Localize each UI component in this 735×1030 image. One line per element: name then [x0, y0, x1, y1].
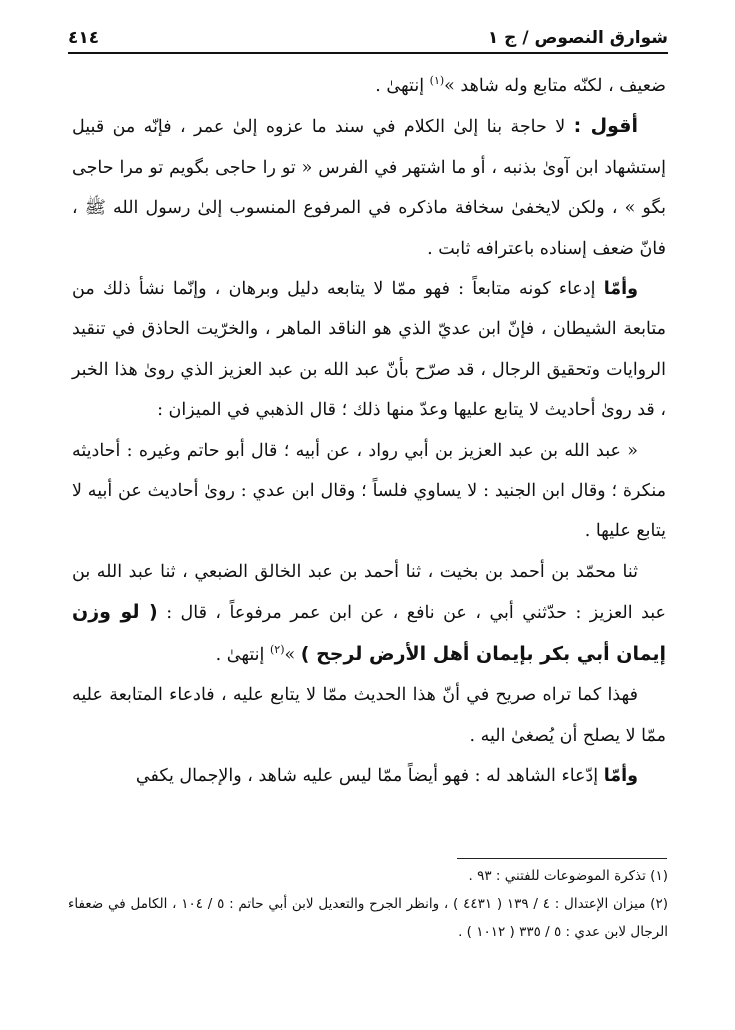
paragraph-3-text: إدعاء كونه متابعاً : فهو ممّا لا يتابعه دليل وبرهان ، وإنّما نشأ ذلك من متابعة الشيطان ، فإنّ ابن عديّ الذي هو الناقد الماهر ، والخرّيت الحاذق في تنقيد الروايات وتحقيق الرجال ، قد صرّح بأنّ عبد الله بن عبد العزيز الذي روىٰ هذا الخبر ، قد روىٰ أحاديث لا يتابع عليها وعدّ منها ذلك ؛ قال الذهبي في الميزان :	[72, 279, 666, 421]
paragraph-6	[72, 675, 666, 756]
paragraph-2-lead: أقول :	[573, 115, 638, 138]
paragraph-3-lead: وأمّا	[603, 279, 638, 300]
paragraph-7	[72, 756, 666, 796]
paragraph-5-text: ثنا محمّد بن أحمد بن بخيت ، ثنا أحمد بن عبد الخالق الضبعي ، ثنا عبد الله بن عبد العزيز : حدّثني أبي ، عن نافع ، عن ابن عمر مرفوعاً ، قال :	[72, 561, 666, 624]
header-divider	[68, 52, 668, 54]
footnote-divider	[457, 858, 667, 859]
paragraph-1-tail: إنتهىٰ .	[375, 76, 430, 96]
paragraph-1-text: ضعيف ، لكنّه متابع وله شاهد »	[444, 76, 666, 96]
paragraph-5-tail: إنتهىٰ .	[215, 644, 270, 665]
paragraph-2-text: لا حاجة بنا إلىٰ الكلام في سند ما عزوه إلىٰ عمر ، فإنّه من قبيل إستشهاد ابن آوىٰ بذنبه ، أو ما اشتهر في الفرس « تو را حاجى بگويم تو مرا حاجى بگو » ، ولكن لايخفىٰ سخافة ماذكره في المرفوع المنسوب إلىٰ رسول الله ﷺ ، فانّ ضعف إسناده باعترافه ثابت .	[72, 117, 666, 259]
paragraph-7-text: إدّعاء الشاهد له : فهو أيضاً ممّا ليس عليه شاهد ، والإجمال يكفي	[135, 765, 604, 786]
footnote-1: (١) تذكرة الموضوعات للفتني : ٩٣ .	[468, 868, 668, 884]
paragraph-5-close: »	[284, 644, 301, 665]
footnote-ref-2: (٢)	[269, 642, 285, 656]
paragraph-4-text: « عبد الله بن عبد العزيز بن أبي رواد ، عن أبيه ؛ قال أبو حاتم وغيره : أحاديثه منكرة ؛ وقال ابن الجنيد : لا يساوي فلساً ؛ وقال ابن عدي : روىٰ أحاديث عن أبيه لا يتابع عليها .	[72, 440, 666, 542]
paragraph-4-quote	[72, 431, 666, 552]
paragraph-5	[72, 552, 666, 675]
footnotes	[68, 862, 668, 946]
paragraph-3	[72, 269, 666, 431]
book-title: شوارق النصوص / ج ١	[487, 28, 668, 48]
hadith-quote: ( لو وزن إيمان أبي بكر بإيمان أهل الأرض لرجح )	[72, 601, 666, 665]
footnote-2: (٢) ميزان الإعتدال : ٤ / ١٣٩ ( ٤٤٣١ ) ، وانظر الجرح والتعديل لابن أبي حاتم : ٥ / ١٠٤ ، الكامل في ضعفاء الرجال لابن عدي : ٥ / ٣٣٥ ( ١٠١٢ ) .	[68, 896, 668, 940]
paragraph-7-lead: وأمّا	[603, 765, 638, 786]
footnote-ref-1: (١)	[429, 74, 445, 88]
paragraph-6-text: فهذا كما تراه صريح في أنّ هذا الحديث ممّا لا يتابع عليه ، فادعاء المتابعة عليه ممّا لا يصلح أن يُصغىٰ اليه .	[72, 685, 666, 746]
main-text	[72, 66, 666, 796]
running-header	[68, 18, 668, 48]
paragraph-1	[72, 66, 666, 106]
page-number: ٤١٤	[68, 28, 100, 48]
paragraph-2	[72, 106, 666, 269]
